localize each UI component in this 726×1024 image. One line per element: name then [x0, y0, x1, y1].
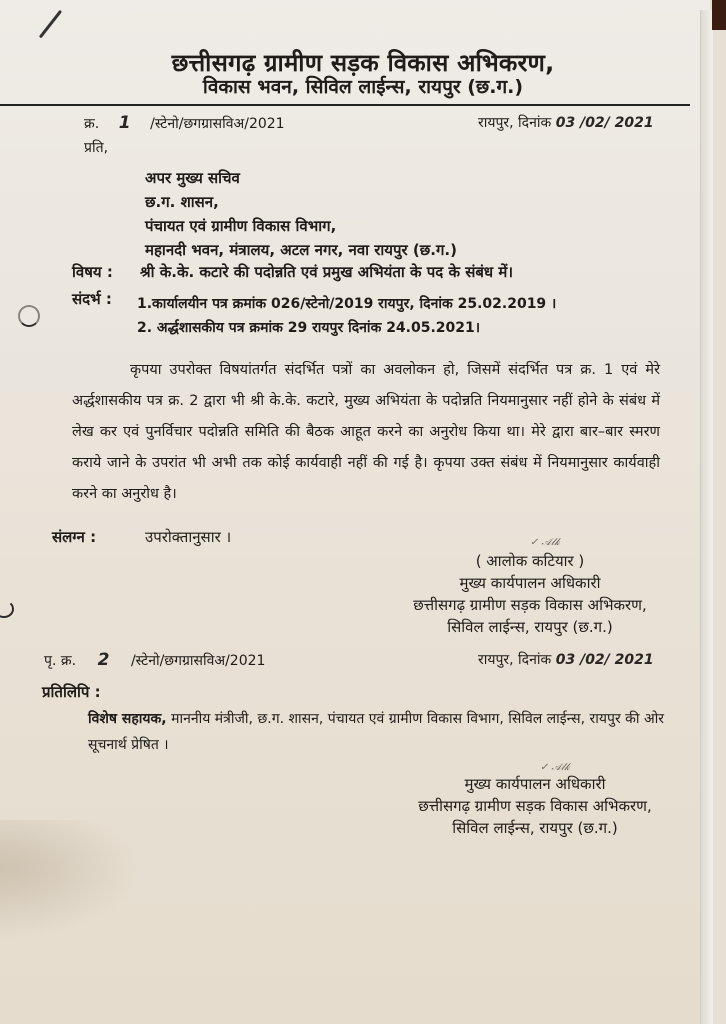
signatory-address: सिविल लाईन्स, रायपुर (छ.ग.) [452, 819, 618, 837]
reference-code: /स्टेनो/छगग्रासविअ/2021 [150, 116, 285, 132]
signatory-name: ( आलोक कटियार ) [475, 552, 585, 570]
reference-item: 1.कार्यालयीन पत्र क्रमांक 026/स्टेनो/2019 रायपुर, दिनांक 25.02.2019 । [137, 296, 557, 312]
recipient-line: अपर मुख्य सचिव [145, 169, 240, 187]
body-paragraph [72, 355, 660, 510]
references-list [137, 292, 556, 340]
endorsement-number [44, 650, 265, 670]
endorsement-prefix: पृ. क्र. [44, 653, 77, 669]
signature-block-1 [340, 550, 710, 638]
desk-background [712, 0, 726, 30]
enclosure-label: संलग्न : [52, 528, 97, 546]
letterhead-address: विकास भवन, सिविल लाईन्स, रायपुर (छ.ग.) [202, 76, 524, 98]
punch-hole [18, 305, 40, 327]
recipient-line: पंचायत एवं ग्रामीण विकास विभाग, [145, 217, 337, 235]
copy-text: माननीय मंत्रीजी, छ.ग. शासन, पंचायत एवं ग्रामीण विकास विभाग, सिविल लाईन्स, रायपुर की ओर सूचनार्थ प्रेषित । [88, 711, 665, 753]
reference-item: 2. अर्द्धशासकीय पत्र क्रमांक 29 रायपुर दिनांक 24.05.2021। [137, 320, 481, 336]
signatory-org: छत्तीसगढ़ ग्रामीण सड़क विकास अभिकरण, [418, 797, 652, 815]
page-stack-edge [700, 10, 713, 1024]
subject-text: श्री के.के. कटारे की पदोन्नति एवं प्रमुख अभियंता के पद के संबंध में। [140, 263, 514, 281]
endorsement-handwritten-number: 2 [97, 650, 110, 670]
reference-handwritten-number: 1 [118, 113, 131, 133]
pen-mark [39, 10, 62, 39]
endorsement-code: /स्टेनो/छगग्रासविअ/2021 [130, 653, 266, 669]
paper-fold-shadow [0, 820, 140, 940]
reference-handwritten-date: 03 /02/ 2021 [555, 115, 654, 131]
letterhead-org-name: छत्तीसगढ़ ग्रामीण सड़क विकास अभिकरण, [171, 49, 555, 77]
recipient-address [145, 166, 457, 262]
subject-label: विषय : [72, 263, 113, 281]
to-label: प्रति, [84, 140, 109, 156]
reference-number [84, 113, 285, 133]
endorsement-date [478, 650, 654, 669]
copy-to-text [88, 706, 678, 758]
references-label: संदर्भ : [72, 290, 112, 308]
reference-date [478, 113, 654, 132]
enclosure-value: उपरोक्तानुसार । [145, 528, 232, 546]
copy-recipient: विशेष सहायक, [88, 711, 167, 727]
recipient-line: छ.ग. शासन, [145, 193, 219, 211]
signatory-designation: मुख्य कार्यपालन अधिकारी [459, 574, 601, 592]
signature-block-2 [350, 773, 710, 839]
letterhead-divider [0, 104, 690, 106]
recipient-line: महानदी भवन, मंत्रालय, अटल नगर, नवा रायपुर (छ.ग.) [145, 241, 457, 259]
reference-place-date-label: रायपुर, दिनांक [478, 115, 552, 131]
copy-label: प्रतिलिपि : [42, 683, 101, 701]
body-text: कृपया उपरोक्त विषयांतर्गत संदर्भित पत्रों का अवलोकन हो, जिसमें संदर्भित पत्र क्र. 1 एवं मेरे अर्द्धशासकीय पत्र क्र. 2 द्वारा भी श्री के.के. कटारे, मुख्य अभियंता के पदोन्नति नियमानुसार नहीं होने के संबंध में लेख कर एवं पुनर्विचार पदोन्नति समिति की बैठक आहूत करने का अनुरोध किया था। मेरे द्वारा बार–बार स्मरण कराये जाने के उपरांत भी अभी तक कोई कार्यवाही नहीं की गई है। कृपया उक्त संबंध में नियमानुसार कार्यवाही करने का अनुरोध है। [72, 362, 660, 502]
endorsement-handwritten-date: 03 /02/ 2021 [555, 652, 654, 668]
initial-scribble: ✓ 𝒜𝓁𝓀 [540, 762, 570, 773]
reference-prefix: क्र. [84, 116, 100, 132]
signatory-address: सिविल लाईन्स, रायपुर (छ.ग.) [447, 618, 613, 636]
signatory-org: छत्तीसगढ़ ग्रामीण सड़क विकास अभिकरण, [413, 596, 647, 614]
initial-scribble: ✓ 𝒜𝓁𝓀 [530, 537, 560, 548]
punch-hole-partial [0, 600, 14, 618]
endorsement-place-date-label: रायपुर, दिनांक [478, 652, 552, 668]
signatory-designation: मुख्य कार्यपालन अधिकारी [464, 775, 606, 793]
